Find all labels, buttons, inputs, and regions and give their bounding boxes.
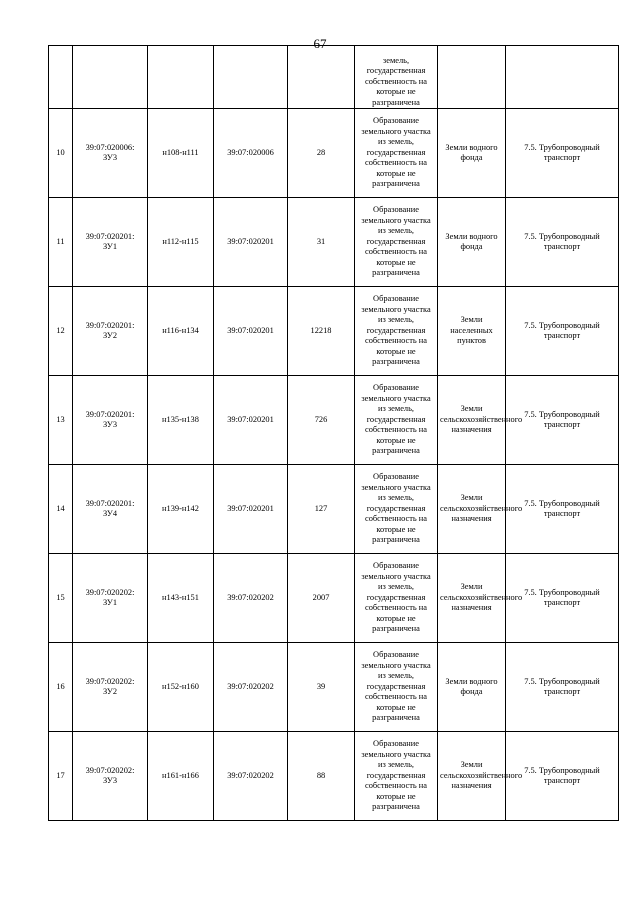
quarter-cell [214, 287, 288, 376]
cadastral-text: ЗУ3 [102, 153, 118, 162]
num-text: 14 [56, 503, 65, 513]
num-cell [49, 554, 73, 643]
area-text: 2007 [312, 592, 330, 602]
area-cell [288, 46, 355, 109]
use-text: 7.5. Трубопроводный транспорт [524, 676, 600, 696]
quarter-text: 39:07:020201 [227, 325, 274, 335]
category-cell [438, 732, 523, 821]
area-cell [288, 287, 355, 376]
points-cell [148, 732, 214, 821]
area-text: 88 [316, 770, 326, 780]
category-text: Земли населенных пунктов [450, 315, 493, 346]
cadastral-text: 39:07:020202: [85, 587, 135, 597]
points-cell [148, 643, 214, 732]
cadastral-text: 39:07:020201: [85, 231, 135, 241]
description-cell [355, 554, 438, 643]
category-text: Земли водного фонда [445, 142, 498, 162]
cadastral-cell [73, 198, 148, 287]
area-cell [288, 643, 355, 732]
num-text: 12 [56, 325, 65, 335]
description-cell [355, 198, 438, 287]
quarter-text: 39:07:020202 [227, 681, 274, 691]
cadastral-text: 39:07:020201: [85, 409, 135, 419]
table-row [49, 376, 619, 465]
quarter-text: 39:07:020202 [227, 592, 274, 602]
cadastral-text: 39:07:020202: [85, 765, 135, 775]
num-text: 13 [56, 414, 65, 424]
table-row [49, 643, 619, 732]
cadastral-text: ЗУ1 [102, 242, 118, 251]
num-cell [49, 465, 73, 554]
quarter-cell [214, 643, 288, 732]
num-text: 15 [56, 592, 65, 602]
use-cell [506, 109, 619, 198]
table-row [49, 109, 619, 198]
quarter-text: 39:07:020201 [227, 236, 274, 246]
points-cell [148, 376, 214, 465]
area-text: 28 [316, 147, 326, 157]
points-text: н112-н115 [162, 236, 199, 246]
page-number: 67 [313, 36, 327, 51]
category-text: Земли сельскохозяйственного назначения [440, 493, 523, 524]
description-cell: земель, государственная собственность на которые не разграничена [355, 46, 438, 109]
quarter-cell [214, 109, 288, 198]
num-cell [49, 376, 73, 465]
description-text: Образование земельного участка из земель, государственная собственность на которые не разграничена [361, 205, 431, 278]
area-cell [288, 198, 355, 287]
description-text: Образование земельного участка из земель, государственная собственность на которые не разграничена [361, 116, 431, 189]
area-cell [288, 376, 355, 465]
use-text: 7.5. Трубопроводный транспорт [524, 142, 600, 162]
area-cell [288, 109, 355, 198]
description-text: Образование земельного участка из земель, государственная собственность на которые не разграничена [361, 472, 431, 545]
category-cell [438, 46, 506, 109]
category-text: Земли сельскохозяйственного назначения [440, 404, 523, 435]
category-cell [438, 376, 523, 465]
quarter-cell [214, 554, 288, 643]
category-cell [438, 287, 506, 376]
description-text: Образование земельного участка из земель, государственная собственность на которые не разграничена [361, 561, 431, 634]
quarter-cell [214, 198, 288, 287]
table-row [49, 198, 619, 287]
area-cell [288, 732, 355, 821]
points-text: н135-н138 [162, 414, 199, 424]
table-row [49, 465, 619, 554]
cadastral-text: ЗУ3 [102, 420, 118, 429]
description-text: Образование земельного участка из земель, государственная собственность на которые не разграничена [361, 650, 431, 723]
category-cell [438, 554, 523, 643]
cadastral-text: 39:07:020201: [85, 320, 135, 330]
description-cell [355, 287, 438, 376]
use-cell [506, 732, 619, 821]
description-text: Образование земельного участка из земель, государственная собственность на которые не разграничена [361, 294, 431, 367]
num-cell [49, 287, 73, 376]
num-cell [49, 643, 73, 732]
cadastral-text: ЗУ4 [102, 509, 118, 518]
num-text: 17 [56, 770, 65, 780]
points-text: н116-н134 [162, 325, 199, 335]
cadastral-cell [73, 732, 148, 821]
num-text: 16 [56, 681, 65, 691]
description-text: Образование земельного участка из земель, государственная собственность на которые не разграничена [361, 739, 431, 812]
use-cell [506, 643, 619, 732]
cadastral-cell [73, 643, 148, 732]
use-cell [506, 554, 619, 643]
points-text: н108-н111 [162, 147, 199, 157]
num-cell [49, 732, 73, 821]
description-cell [355, 376, 438, 465]
cadastral-cell [73, 109, 148, 198]
description-cell [355, 732, 438, 821]
points-text: н139-н142 [162, 503, 199, 513]
use-text: 7.5. Трубопроводный транспорт [524, 409, 600, 429]
use-text: 7.5. Трубопроводный транспорт [524, 231, 600, 251]
use-text: 7.5. Трубопроводный транспорт [524, 320, 600, 340]
table-row [49, 287, 619, 376]
category-text: Земли водного фонда [445, 231, 498, 251]
area-text: 39 [316, 681, 326, 691]
cadastral-cell [73, 465, 148, 554]
num-cell [49, 46, 73, 109]
use-cell [506, 46, 619, 109]
num-cell [49, 109, 73, 198]
category-text: Земли сельскохозяйственного назначения [440, 582, 523, 613]
use-cell [506, 465, 619, 554]
description-cell [355, 109, 438, 198]
continuation-row [49, 46, 619, 109]
use-text: 7.5. Трубопроводный транспорт [524, 498, 600, 518]
description-cell [355, 643, 438, 732]
points-cell [148, 287, 214, 376]
points-text: н152-н160 [162, 681, 199, 691]
cadastral-text: ЗУ2 [102, 331, 118, 340]
area-text: 12218 [310, 325, 332, 335]
cadastral-text: ЗУ1 [102, 598, 118, 607]
area-text: 726 [314, 414, 328, 424]
points-cell [148, 198, 214, 287]
category-cell [438, 109, 506, 198]
area-cell [288, 465, 355, 554]
use-cell [506, 287, 619, 376]
cadastral-text: 39:07:020202: [85, 676, 135, 686]
category-cell [438, 465, 523, 554]
area-cell [288, 554, 355, 643]
use-cell [506, 198, 619, 287]
cadastral-text: ЗУ2 [102, 687, 118, 696]
points-cell [148, 465, 214, 554]
description-cell [355, 465, 438, 554]
cadastral-cell [73, 376, 148, 465]
points-text: н143-н151 [162, 592, 199, 602]
quarter-text: 39:07:020006 [227, 147, 274, 157]
table-row [49, 554, 619, 643]
points-cell [148, 554, 214, 643]
points-cell [148, 46, 214, 109]
quarter-text: 39:07:020202 [227, 770, 274, 780]
cadastral-text: 39:07:020201: [85, 498, 135, 508]
quarter-cell [214, 46, 288, 109]
category-text: Земли сельскохозяйственного назначения [440, 760, 523, 791]
cadastral-cell [73, 46, 148, 109]
points-text: н161-н166 [162, 770, 199, 780]
quarter-cell [214, 732, 288, 821]
quarter-cell [214, 376, 288, 465]
description-text: Образование земельного участка из земель, государственная собственность на которые не разграничена [361, 383, 431, 456]
cadastral-cell [73, 287, 148, 376]
land-plots-table [48, 45, 619, 821]
area-text: 31 [316, 236, 326, 246]
use-cell [506, 376, 619, 465]
category-cell [438, 198, 506, 287]
quarter-text: 39:07:020201 [227, 414, 274, 424]
table-row [49, 732, 619, 821]
num-cell [49, 198, 73, 287]
quarter-text: 39:07:020201 [227, 503, 274, 513]
cadastral-cell [73, 554, 148, 643]
num-text: 11 [56, 236, 65, 246]
category-cell [438, 643, 506, 732]
category-text: Земли водного фонда [445, 676, 498, 696]
num-text: 10 [56, 147, 65, 157]
points-cell [148, 109, 214, 198]
use-text: 7.5. Трубопроводный транспорт [524, 765, 600, 785]
use-text: 7.5. Трубопроводный транспорт [524, 587, 600, 607]
cadastral-text: 39:07:020006: [85, 142, 135, 152]
cadastral-text: ЗУ3 [102, 776, 118, 785]
area-text: 127 [314, 503, 328, 513]
quarter-cell [214, 465, 288, 554]
